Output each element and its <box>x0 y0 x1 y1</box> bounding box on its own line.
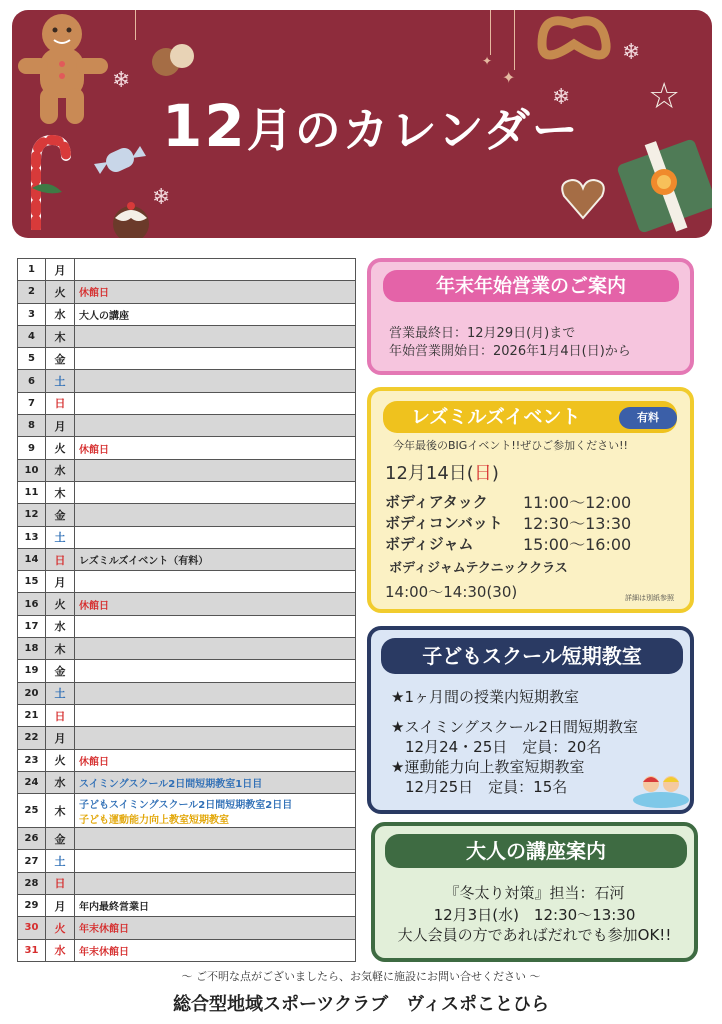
calendar-weekday: 水 <box>46 615 75 637</box>
calendar-weekday: 金 <box>46 660 75 682</box>
calendar-note <box>75 259 356 281</box>
calendar-date: 27 <box>18 850 46 872</box>
calendar-date: 20 <box>18 682 46 704</box>
calendar-row <box>18 771 356 793</box>
calendar-note <box>75 660 356 682</box>
calendar-weekday: 土 <box>46 682 75 704</box>
adult-lecture-title: 大人の講座案内 <box>385 834 687 868</box>
calendar-date: 15 <box>18 571 46 593</box>
calendar-weekday: 水 <box>46 771 75 793</box>
last-business-day: 営業最終日：12月29日(月)まで <box>389 326 576 341</box>
gift-box-icon <box>612 136 712 236</box>
calendar-note <box>75 415 356 437</box>
calendar-note <box>75 771 356 793</box>
calendar-note <box>75 303 356 325</box>
calendar-weekday: 火 <box>46 917 75 939</box>
technique-class-name: ボディジャムテクニッククラス <box>389 561 568 576</box>
calendar-date: 18 <box>18 638 46 660</box>
program-time: 11:00～12:00 <box>523 493 632 512</box>
lecture-eligibility: 大人会員の方であればだれでも参加OK!! <box>397 926 672 944</box>
lecture-topic: 『冬太り対策』担当：石河 <box>444 884 625 902</box>
calendar-row <box>18 504 356 526</box>
new-year-opening-day: 年始営業開始日：2026年1月4日(日)から <box>389 344 631 359</box>
calendar-date: 29 <box>18 895 46 917</box>
calendar-date: 13 <box>18 526 46 548</box>
calendar-date: 31 <box>18 939 46 961</box>
calendar-weekday: 金 <box>46 828 75 850</box>
calendar-date: 19 <box>18 660 46 682</box>
calendar-weekday: 月 <box>46 895 75 917</box>
sparkle-icon: ✦ <box>502 68 516 87</box>
calendar-row <box>18 259 356 281</box>
kids-line: ★1ヶ月間の授業内短期教室 <box>391 688 579 706</box>
calendar-note-text: 休館日 <box>79 600 109 612</box>
calendar-date: 25 <box>18 794 46 828</box>
calendar-note-text: 休館日 <box>79 756 109 768</box>
calendar-row <box>18 704 356 726</box>
program-time: 15:00～16:00 <box>523 535 632 554</box>
calendar-row <box>18 392 356 414</box>
swimming-kids-icon <box>633 764 689 808</box>
event-date-day: 日 <box>473 463 492 484</box>
calendar-date: 2 <box>18 281 46 303</box>
header-banner <box>12 10 712 238</box>
paid-badge: 有料 <box>619 407 677 429</box>
calendar-weekday: 土 <box>46 850 75 872</box>
calendar-note <box>75 794 356 828</box>
calendar-note <box>75 615 356 637</box>
calendar-row <box>18 325 356 347</box>
details-note: 詳細は別紙参照 <box>625 594 674 602</box>
calendar-date: 28 <box>18 872 46 894</box>
calendar-date: 16 <box>18 593 46 615</box>
calendar-date: 21 <box>18 704 46 726</box>
calendar-weekday: 木 <box>46 325 75 347</box>
calendar-row <box>18 850 356 872</box>
calendar-note <box>75 281 356 303</box>
calendar-weekday: 月 <box>46 415 75 437</box>
calendar-date: 30 <box>18 917 46 939</box>
calendar-note-text: 年末休館日 <box>79 924 129 936</box>
snowflake-icon: ❄ <box>552 85 571 110</box>
calendar-row <box>18 749 356 771</box>
calendar-weekday: 金 <box>46 504 75 526</box>
calendar-note <box>75 749 356 771</box>
calendar-date: 9 <box>18 437 46 459</box>
calendar-row <box>18 593 356 615</box>
calendar-row <box>18 682 356 704</box>
calendar-note <box>75 850 356 872</box>
calendar-weekday: 火 <box>46 593 75 615</box>
calendar-note <box>75 504 356 526</box>
adult-lecture-panel <box>371 822 698 962</box>
calendar-note-text: レズミルズイベント（有料） <box>79 556 209 567</box>
calendar-weekday: 木 <box>46 481 75 503</box>
calendar-row <box>18 615 356 637</box>
calendar-row <box>18 939 356 961</box>
event-date-main: 12月14日( <box>385 463 474 484</box>
calendar-weekday: 水 <box>46 303 75 325</box>
calendar-row <box>18 895 356 917</box>
calendar-note <box>75 727 356 749</box>
gingerbread-man-icon <box>18 10 110 126</box>
kids-school-panel <box>367 626 694 814</box>
program-time: 12:30～13:30 <box>523 514 632 533</box>
calendar-row <box>18 548 356 570</box>
calendar-weekday: 日 <box>46 548 75 570</box>
calendar-weekday: 日 <box>46 392 75 414</box>
calendar-date: 4 <box>18 325 46 347</box>
calendar-weekday: 日 <box>46 704 75 726</box>
calendar-row <box>18 303 356 325</box>
calendar-weekday: 火 <box>46 281 75 303</box>
calendar-note <box>75 571 356 593</box>
calendar-table <box>17 258 356 962</box>
calendar-date: 24 <box>18 771 46 793</box>
calendar-note <box>75 370 356 392</box>
calendar-note <box>75 481 356 503</box>
event-date-end: ) <box>491 463 499 484</box>
snowflake-icon: ❄ <box>152 185 171 210</box>
calendar-date: 1 <box>18 259 46 281</box>
calendar-note <box>75 704 356 726</box>
kids-line: 12月25日 定員：15名 <box>405 778 568 796</box>
calendar-weekday: 月 <box>46 727 75 749</box>
calendar-weekday: 土 <box>46 526 75 548</box>
program-name: ボディコンバット <box>385 514 503 532</box>
calendar-row <box>18 481 356 503</box>
kids-line: ★運動能力向上教室短期教室 <box>391 758 585 776</box>
title-text: 月のカレンダー <box>246 103 580 157</box>
calendar-row <box>18 828 356 850</box>
calendar-note <box>75 682 356 704</box>
calendar-row <box>18 415 356 437</box>
kids-school-title: 子どもスクール短期教室 <box>381 638 683 674</box>
calendar-note-text: スイミングスクール2日間短期教室1日目 <box>79 778 263 790</box>
calendar-note <box>75 459 356 481</box>
calendar-note-text: 子どもスイミングスクール2日間短期教室2日目 <box>79 799 293 811</box>
calendar-row <box>18 437 356 459</box>
calendar-row <box>18 872 356 894</box>
calendar-note-text: 子ども運動能力向上教室短期教室 <box>79 814 229 826</box>
calendar-row <box>18 348 356 370</box>
calendar-date: 23 <box>18 749 46 771</box>
calendar-row <box>18 459 356 481</box>
calendar-note <box>75 939 356 961</box>
calendar-date: 6 <box>18 370 46 392</box>
calendar-date: 11 <box>18 481 46 503</box>
event-date <box>385 459 499 485</box>
pretzel-icon <box>532 10 616 74</box>
cookie-icon <box>150 40 196 80</box>
calendar-date: 8 <box>18 415 46 437</box>
kids-line: ★スイミングスクール2日間短期教室 <box>391 718 638 736</box>
calendar-date: 22 <box>18 727 46 749</box>
calendar-row <box>18 917 356 939</box>
calendar-note-text: 年末休館日 <box>79 946 129 958</box>
calendar-weekday: 木 <box>46 794 75 828</box>
calendar-date: 12 <box>18 504 46 526</box>
title-number: 12 <box>162 92 247 160</box>
calendar-note <box>75 638 356 660</box>
event-title: レズミルズイベント <box>383 401 677 433</box>
calendar-note <box>75 872 356 894</box>
calendar-note <box>75 526 356 548</box>
calendar-weekday: 火 <box>46 749 75 771</box>
calendar-row <box>18 370 356 392</box>
star-ornament-icon: ☆ <box>648 76 681 117</box>
calendar-date: 14 <box>18 548 46 570</box>
calendar-row <box>18 526 356 548</box>
calendar-weekday: 水 <box>46 459 75 481</box>
calendar-date: 7 <box>18 392 46 414</box>
wrapped-candy-icon <box>90 140 150 180</box>
calendar-row <box>18 794 356 828</box>
sparkle-icon: ✦ <box>482 54 493 68</box>
candy-cane-icon <box>22 130 72 230</box>
calendar-note <box>75 392 356 414</box>
calendar-date: 5 <box>18 348 46 370</box>
technique-class-time: 14:00～14:30(30) <box>385 583 518 601</box>
calendar-note <box>75 348 356 370</box>
calendar-row <box>18 281 356 303</box>
snowflake-icon: ❄ <box>622 40 641 65</box>
calendar-note <box>75 895 356 917</box>
calendar-note-text: 大人の講座 <box>79 310 129 322</box>
calendar-weekday: 水 <box>46 939 75 961</box>
calendar-weekday: 火 <box>46 437 75 459</box>
calendar-note-text: 年内最終営業日 <box>79 902 149 914</box>
christmas-pudding-icon <box>108 198 154 238</box>
calendar-row <box>18 571 356 593</box>
event-subtitle: 今年最後のBIGイベント!!ぜひご参加ください!! <box>393 439 628 452</box>
calendar-weekday: 土 <box>46 370 75 392</box>
calendar-row <box>18 638 356 660</box>
snowflake-icon: ❄ <box>112 68 131 93</box>
holiday-hours-title: 年末年始営業のご案内 <box>383 270 679 302</box>
calendar-date: 10 <box>18 459 46 481</box>
calendar-row <box>18 660 356 682</box>
calendar-weekday: 月 <box>46 571 75 593</box>
calendar-note-text: 休館日 <box>79 288 109 300</box>
calendar-note <box>75 917 356 939</box>
calendar-date: 17 <box>18 615 46 637</box>
organization-name: 総合型地域スポーツクラブ ヴィスポことひら <box>172 994 550 1015</box>
holiday-hours-panel <box>367 258 694 375</box>
kids-line: 12月24・25日 定員：20名 <box>405 738 602 756</box>
calendar-note <box>75 593 356 615</box>
calendar-weekday: 金 <box>46 348 75 370</box>
calendar-note <box>75 325 356 347</box>
calendar-weekday: 木 <box>46 638 75 660</box>
calendar-date: 26 <box>18 828 46 850</box>
heart-cookie-icon <box>560 176 606 220</box>
program-name: ボディアタック <box>385 493 488 511</box>
lecture-datetime: 12月3日(水) 12:30～13:30 <box>433 906 636 924</box>
lesmills-event-panel <box>367 387 694 613</box>
calendar-row <box>18 727 356 749</box>
page-title <box>162 92 580 160</box>
calendar-weekday: 日 <box>46 872 75 894</box>
calendar-weekday: 月 <box>46 259 75 281</box>
calendar-note <box>75 828 356 850</box>
calendar-date: 3 <box>18 303 46 325</box>
contact-note: ～ ご不明な点がございましたら、お気軽に施設にお問い合せください ～ <box>181 970 541 983</box>
program-name: ボディジャム <box>385 535 474 553</box>
calendar-note <box>75 437 356 459</box>
calendar-note-text: 休館日 <box>79 444 109 456</box>
calendar-note <box>75 548 356 570</box>
